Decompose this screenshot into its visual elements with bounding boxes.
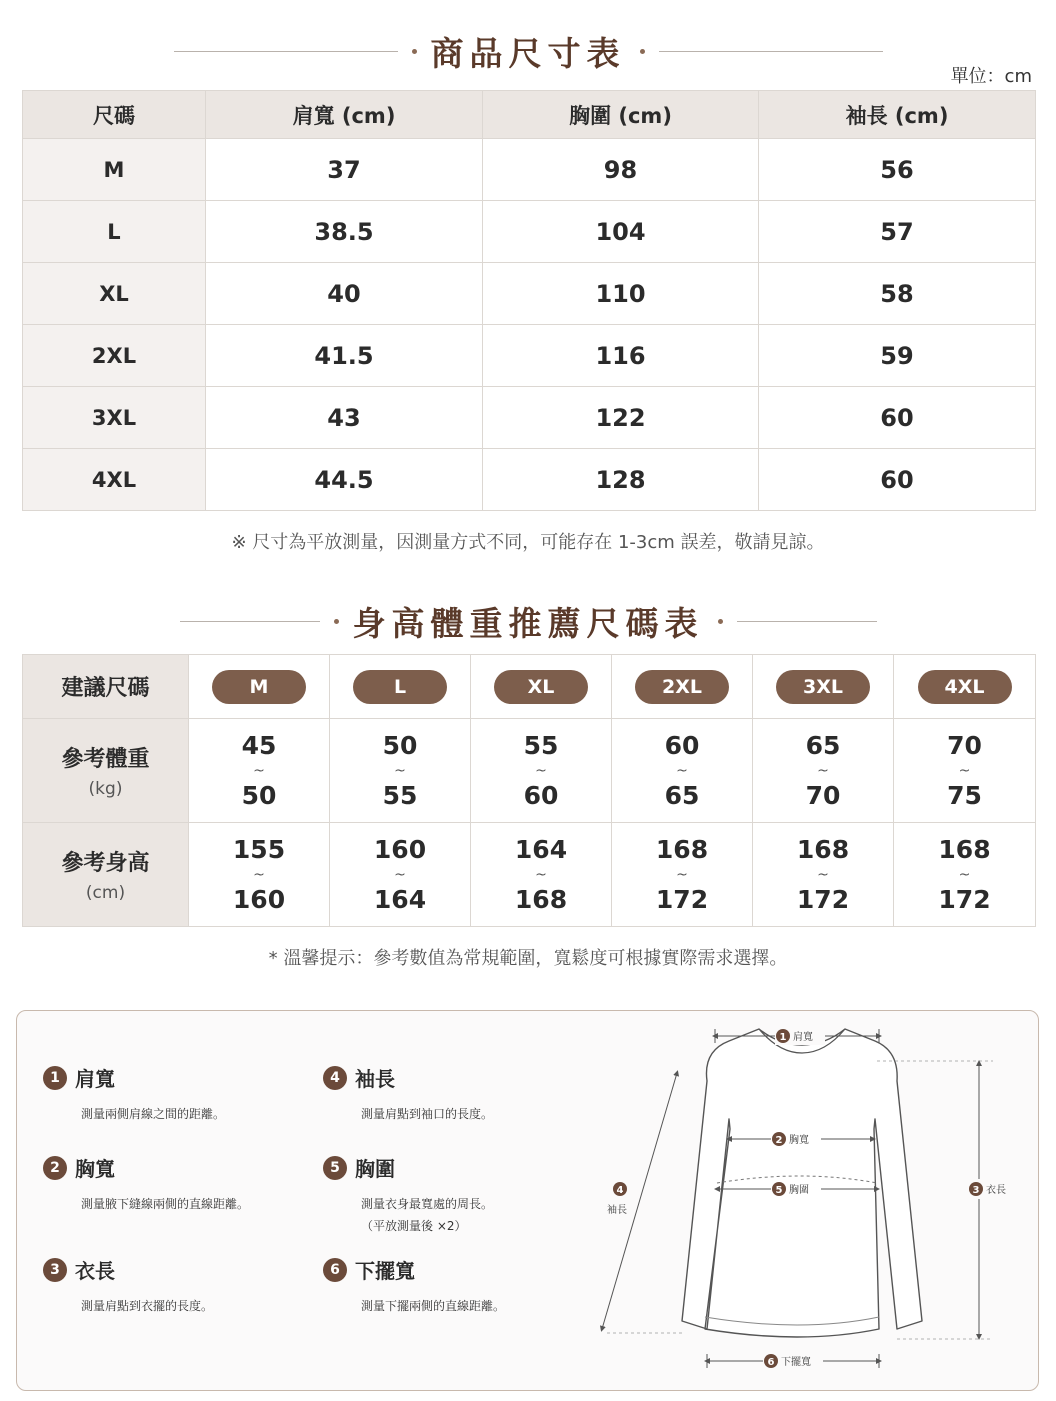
number-badge: 5 bbox=[323, 1156, 347, 1180]
value-cell: 128 bbox=[483, 449, 759, 511]
range-from: 50 bbox=[382, 730, 418, 760]
size-cell: XL bbox=[23, 263, 206, 325]
size-pill: XL bbox=[494, 670, 588, 704]
value-cell: 44.5 bbox=[206, 449, 483, 511]
shoulder-label: 肩寬 bbox=[793, 1032, 813, 1043]
divider bbox=[180, 621, 320, 622]
range-from: 160 bbox=[373, 834, 427, 864]
size-pill-cell bbox=[753, 655, 894, 719]
range-from: 168 bbox=[655, 834, 709, 864]
range-from: 70 bbox=[947, 730, 982, 760]
dot bbox=[412, 49, 417, 54]
table-row bbox=[23, 139, 1036, 201]
guide-item-title: 胸圍 bbox=[355, 1157, 395, 1181]
range-to: 65 bbox=[664, 780, 700, 810]
size-pill: L bbox=[353, 670, 447, 704]
dot bbox=[334, 619, 339, 624]
size-pill-cell bbox=[612, 655, 753, 719]
divider bbox=[659, 51, 883, 52]
table-row bbox=[23, 263, 1036, 325]
divider bbox=[174, 51, 398, 52]
guide-item-title: 肩寬 bbox=[75, 1067, 115, 1091]
number-badge-text: 6 bbox=[767, 1357, 775, 1368]
header-shoulder: 肩寬 (cm) bbox=[206, 91, 483, 139]
range-from: 164 bbox=[514, 834, 568, 864]
range-to: 172 bbox=[655, 884, 709, 914]
hem-label: 下擺寬 bbox=[781, 1357, 811, 1368]
chest-label: 胸圍 bbox=[789, 1185, 809, 1196]
size-table-header bbox=[23, 91, 1036, 139]
length-label: 衣長 bbox=[986, 1185, 1006, 1196]
recommend-table bbox=[22, 654, 1036, 927]
range-from: 55 bbox=[523, 730, 559, 760]
size-pill: M bbox=[212, 670, 306, 704]
range-to: 172 bbox=[938, 884, 991, 914]
dot bbox=[718, 619, 723, 624]
size-note: ※ 尺寸為平放測量，因測量方式不同，可能存在 1-3cm 誤差，敬請見諒。 bbox=[231, 532, 825, 553]
shirt-diagram bbox=[17, 1011, 1038, 1390]
guide-item-title: 下擺寬 bbox=[355, 1259, 415, 1283]
size-table bbox=[22, 90, 1036, 511]
size-pill-cell bbox=[894, 655, 1036, 719]
sleeve-label: 袖長 bbox=[607, 1205, 627, 1216]
dot bbox=[640, 49, 645, 54]
guide-item-desc: 測量下擺兩側的直線距離。 bbox=[361, 1299, 506, 1313]
range-cell bbox=[471, 719, 612, 823]
range-from: 168 bbox=[796, 834, 850, 864]
measuring-guide bbox=[16, 1010, 1039, 1391]
value-cell: 110 bbox=[483, 263, 759, 325]
range-cell bbox=[189, 719, 330, 823]
guide-item-desc: 測量腋下縫線兩側的直線距離。 bbox=[81, 1197, 250, 1211]
value-cell: 122 bbox=[483, 387, 759, 449]
number-badge-text: 4 bbox=[616, 1185, 624, 1196]
number-badge-text: 2 bbox=[775, 1135, 783, 1146]
range-cell bbox=[894, 823, 1036, 927]
range-to: 60 bbox=[523, 780, 559, 810]
guide-item-title: 胸寬 bbox=[75, 1157, 115, 1181]
range-tilde: ~ bbox=[817, 762, 829, 779]
divider bbox=[737, 621, 877, 622]
value-cell: 57 bbox=[759, 201, 1036, 263]
range-tilde: ~ bbox=[253, 762, 265, 779]
value-cell: 58 bbox=[759, 263, 1036, 325]
range-tilde: ~ bbox=[676, 866, 688, 883]
header-size: 尺碼 bbox=[23, 91, 206, 139]
height-label: 參考身高 bbox=[61, 851, 150, 876]
size-pill: 2XL bbox=[635, 670, 729, 704]
unit-label: 單位：cm bbox=[950, 66, 1032, 87]
size-chart-title-row bbox=[0, 28, 1056, 75]
value-cell: 59 bbox=[759, 325, 1036, 387]
value-cell: 43 bbox=[206, 387, 483, 449]
recommend-size-row bbox=[23, 655, 1036, 719]
range-cell bbox=[330, 823, 471, 927]
range-tilde: ~ bbox=[535, 762, 547, 779]
recommend-title: 身高體重推薦尺碼表 bbox=[352, 604, 704, 643]
size-pill-cell bbox=[189, 655, 330, 719]
chest-width-label: 胸寬 bbox=[789, 1135, 809, 1146]
range-to: 172 bbox=[796, 884, 850, 914]
range-cell bbox=[612, 823, 753, 927]
size-cell: M bbox=[23, 139, 206, 201]
range-cell bbox=[612, 719, 753, 823]
value-cell: 116 bbox=[483, 325, 759, 387]
range-tilde: ~ bbox=[958, 866, 971, 883]
weight-unit: (kg) bbox=[88, 779, 123, 799]
size-cell: 4XL bbox=[23, 449, 206, 511]
range-cell bbox=[894, 719, 1036, 823]
range-to: 50 bbox=[241, 780, 277, 810]
size-label-cell bbox=[23, 655, 189, 719]
guide-item-desc-note: （平放測量後 ×2） bbox=[361, 1219, 467, 1233]
size-chart-title: 商品尺寸表 bbox=[430, 34, 626, 73]
guide-item-title: 衣長 bbox=[75, 1259, 115, 1283]
header-sleeve: 袖長 (cm) bbox=[759, 91, 1036, 139]
range-to: 168 bbox=[514, 884, 568, 914]
recommend-weight-row bbox=[23, 719, 1036, 823]
range-to: 75 bbox=[947, 780, 982, 810]
header-chest: 胸圍 (cm) bbox=[483, 91, 759, 139]
size-cell: 3XL bbox=[23, 387, 206, 449]
recommend-height-row bbox=[23, 823, 1036, 927]
size-label: 建議尺碼 bbox=[61, 676, 150, 701]
range-tilde: ~ bbox=[253, 866, 265, 883]
weight-label: 參考體重 bbox=[61, 747, 150, 772]
number-badge: 6 bbox=[323, 1258, 347, 1282]
number-badge: 2 bbox=[43, 1156, 67, 1180]
range-tilde: ~ bbox=[394, 866, 406, 883]
range-tilde: ~ bbox=[817, 866, 829, 883]
recommend-note: * 溫馨提示：參考數值為常規範圍，寬鬆度可根據實際需求選擇。 bbox=[268, 948, 788, 969]
value-cell: 41.5 bbox=[206, 325, 483, 387]
size-pill: 3XL bbox=[776, 670, 870, 704]
range-tilde: ~ bbox=[958, 762, 971, 779]
guide-item-desc: 測量肩點到袖口的長度。 bbox=[361, 1107, 494, 1121]
range-cell bbox=[753, 823, 894, 927]
value-cell: 56 bbox=[759, 139, 1036, 201]
number-badge-text: 5 bbox=[775, 1185, 783, 1196]
value-cell: 37 bbox=[206, 139, 483, 201]
range-from: 45 bbox=[241, 730, 277, 760]
size-pill-cell bbox=[471, 655, 612, 719]
number-badge: 3 bbox=[43, 1258, 67, 1282]
size-cell: L bbox=[23, 201, 206, 263]
height-unit: (cm) bbox=[85, 883, 126, 903]
table-row bbox=[23, 449, 1036, 511]
range-from: 155 bbox=[232, 834, 286, 864]
guide-item-desc: 測量兩側肩線之間的距離。 bbox=[81, 1107, 226, 1121]
range-cell bbox=[189, 823, 330, 927]
guide-item-desc: 測量衣身最寬處的周長。 bbox=[361, 1197, 494, 1211]
table-row bbox=[23, 387, 1036, 449]
number-badge-text: 1 bbox=[779, 1032, 787, 1043]
range-from: 65 bbox=[805, 730, 841, 760]
value-cell: 104 bbox=[483, 201, 759, 263]
range-to: 70 bbox=[805, 780, 841, 810]
range-tilde: ~ bbox=[535, 866, 547, 883]
value-cell: 60 bbox=[759, 387, 1036, 449]
table-row bbox=[23, 325, 1036, 387]
weight-label-cell bbox=[23, 719, 189, 823]
number-badge: 1 bbox=[43, 1066, 67, 1090]
range-cell bbox=[471, 823, 612, 927]
range-from: 168 bbox=[938, 834, 991, 864]
range-to: 160 bbox=[232, 884, 286, 914]
range-tilde: ~ bbox=[394, 762, 406, 779]
range-to: 164 bbox=[373, 884, 427, 914]
guide-item-title: 袖長 bbox=[355, 1067, 395, 1091]
guide-item-desc: 測量肩點到衣擺的長度。 bbox=[81, 1299, 214, 1313]
table-row bbox=[23, 201, 1036, 263]
range-to: 55 bbox=[382, 780, 418, 810]
number-badge-text: 3 bbox=[972, 1185, 980, 1196]
height-label-cell bbox=[23, 823, 189, 927]
value-cell: 60 bbox=[759, 449, 1036, 511]
range-tilde: ~ bbox=[676, 762, 688, 779]
value-cell: 98 bbox=[483, 139, 759, 201]
number-badge: 4 bbox=[323, 1066, 347, 1090]
size-pill-cell bbox=[330, 655, 471, 719]
size-cell: 2XL bbox=[23, 325, 206, 387]
size-pill: 4XL bbox=[918, 670, 1012, 704]
value-cell: 38.5 bbox=[206, 201, 483, 263]
value-cell: 40 bbox=[206, 263, 483, 325]
range-cell bbox=[330, 719, 471, 823]
recommend-title-row bbox=[0, 598, 1056, 645]
range-cell bbox=[753, 719, 894, 823]
range-from: 60 bbox=[664, 730, 700, 760]
